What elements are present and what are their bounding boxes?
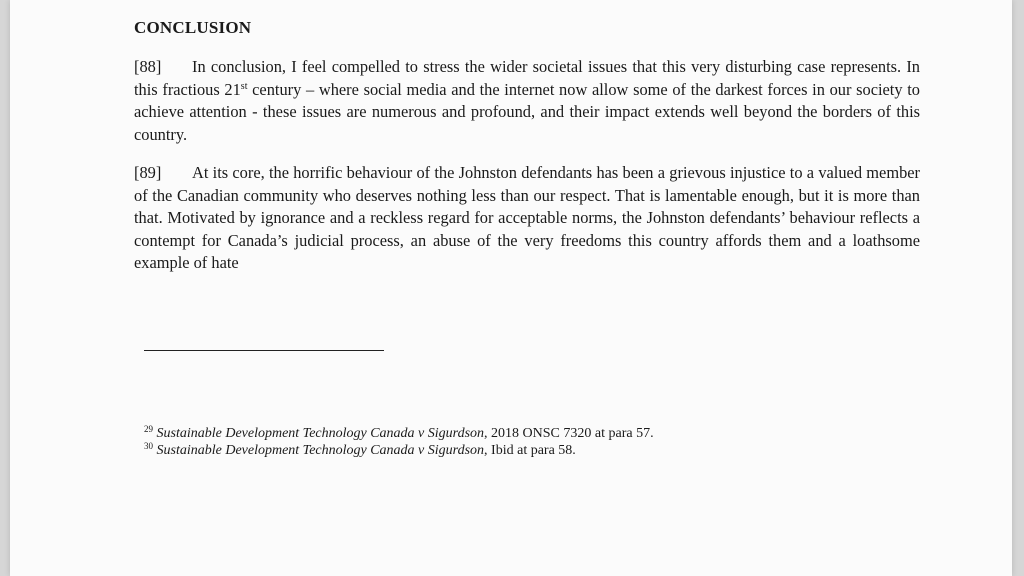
footnote-number: 29 xyxy=(144,424,153,434)
footnote-number: 30 xyxy=(144,441,153,451)
footnote-case-name: Sustainable Development Technology Canada v Sigurdson xyxy=(156,443,485,458)
document-page xyxy=(10,0,1012,576)
section-heading: CONCLUSION xyxy=(134,18,252,37)
footnote-30 xyxy=(144,442,904,459)
footnote-citation: , 2018 ONSC 7320 at para 57. xyxy=(484,426,654,441)
footnote-29 xyxy=(144,425,904,442)
ordinal-superscript: st xyxy=(240,80,248,92)
paragraph-89 xyxy=(134,162,920,275)
footnotes xyxy=(144,425,904,459)
footnote-separator xyxy=(144,350,384,351)
paragraph-text-continued: century – where social media and the internet now allow some of the darkest forces in our society to achieve attention - these issues are numerous and profound, and their impact extends well beyond the borders of this country. xyxy=(134,79,920,144)
paragraph-text: In conclusion, I feel compelled to stress the wider societal issues that this very disturbing case represents. In this fractious 21 xyxy=(134,57,920,99)
footnote-case-name: Sustainable Development Technology Canada v Sigurdson xyxy=(156,426,485,441)
paragraph-number: [88] xyxy=(134,57,162,76)
document-body xyxy=(134,14,920,291)
footnote-citation: , Ibid at para 58. xyxy=(484,443,576,458)
paragraph-number: [89] xyxy=(134,163,162,182)
paragraph-text: At its core, the horrific behaviour of the Johnston defendants has been a grievous injustice to a valued member of the Canadian community who deserves nothing less than our respect. That is lamentable enough, but it is more than that. Motivated by ignorance and a reckless regard for acceptable norms, the Johnston defendants’ behaviour reflects a contempt for Canada’s judicial process, an abuse of the very freedoms this country affords them and a loathsome example of hate xyxy=(134,163,920,272)
paragraph-88 xyxy=(134,56,920,146)
